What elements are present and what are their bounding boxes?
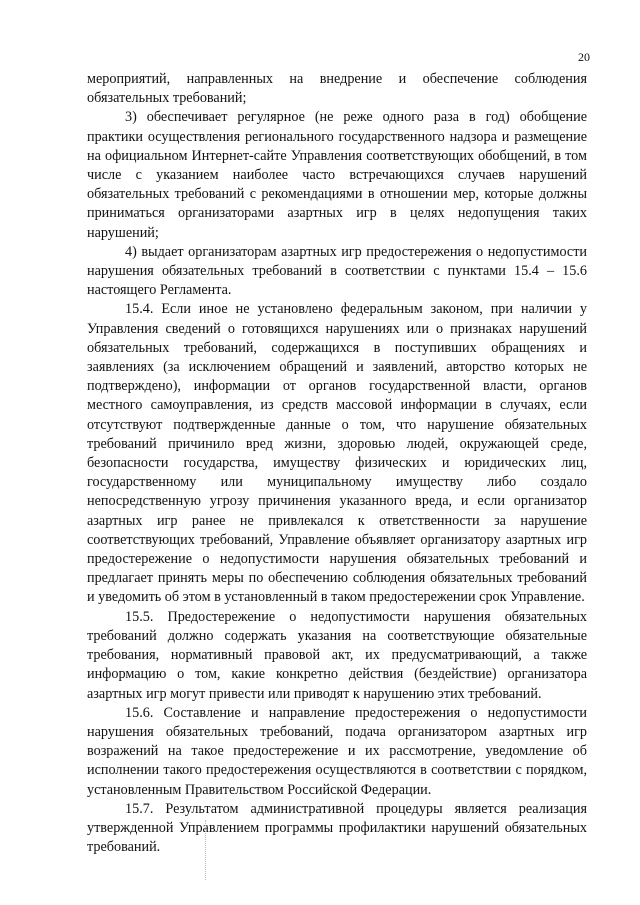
paragraph-15-5: 15.5. Предостережение о недопустимости нарушения обязательных требований должно содержать указания на соответствующие обязательные требования, нормативный правовой акт, их предусматривающий, а также информацию о том, какие конкретно действия (бездействие) организатора азартных игр могут привести или приводят к нарушению этих требований. <box>87 608 587 702</box>
paragraph-item-4: 4) выдает организаторам азартных игр предостережения о недопустимости нарушения обязательных требований в соответствии с пунктами 15.4 – 15.6 настоящего Регламента. <box>87 243 587 299</box>
paragraph-15-6: 15.6. Составление и направление предостережения о недопустимости нарушения обязательных требований, подача организатором азартных игр возражений на такое предостережение и их рассмотрение, уведомление об исполнении такого предостережения осуществляются в соответствии с порядком, установленным Правительством Российской Федерации. <box>87 704 587 798</box>
scan-artifact-mark <box>205 820 208 880</box>
document-body <box>87 70 587 857</box>
paragraph-continuation: мероприятий, направленных на внедрение и обеспечение соблюдения обязательных требований; <box>87 71 587 107</box>
paragraph-item-3: 3) обеспечивает регулярное (не реже одного раза в год) обобщение практики осуществления регионального государственного надзора и размещение на официальном Интернет-сайте Управления соответствующих обобщений, в том числе с указанием наиболее часто встречающихся случаев нарушений обязательных требований с рекомендациями в отношении мер, которые должны приниматься организаторами азартных игр в целях недопущения таких нарушений; <box>87 109 587 241</box>
paragraph-15-7: 15.7. Результатом административной процедуры является реализация утвержденной Управлением программы профилактики нарушений обязательных требований. <box>87 800 587 856</box>
paragraph-15-4: 15.4. Если иное не установлено федеральным законом, при наличии у Управления сведений о готовящихся нарушениях или о признаках нарушений обязательных требований, содержащихся в поступивших обращениях и заявлениях (за исключением обращений и заявлений, авторство которых не подтверждено), информации от органов государственной власти, органов местного самоуправления, из средств массовой информации в случаях, если отсутствуют подтвержденные данные о том, что нарушение обязательных требований причинило вред жизни, здоровью людей, окружающей среде, безопасности государства, имуществу физических и юридических лиц, государственному или муниципальному имуществу либо создало непосредственную угрозу причинения указанного вреда, и если организатор азартных игр ранее не привлекался к ответственности за нарушение соответствующих требований, Управление объявляет организатору азартных игр предостережение о недопустимости нарушения обязательных требований и предлагает принять меры по обеспечению соблюдения обязательных требований и уведомить об этом в установленный в таком предостережении срок Управление. <box>87 301 587 606</box>
page-number: 20 <box>578 50 590 64</box>
